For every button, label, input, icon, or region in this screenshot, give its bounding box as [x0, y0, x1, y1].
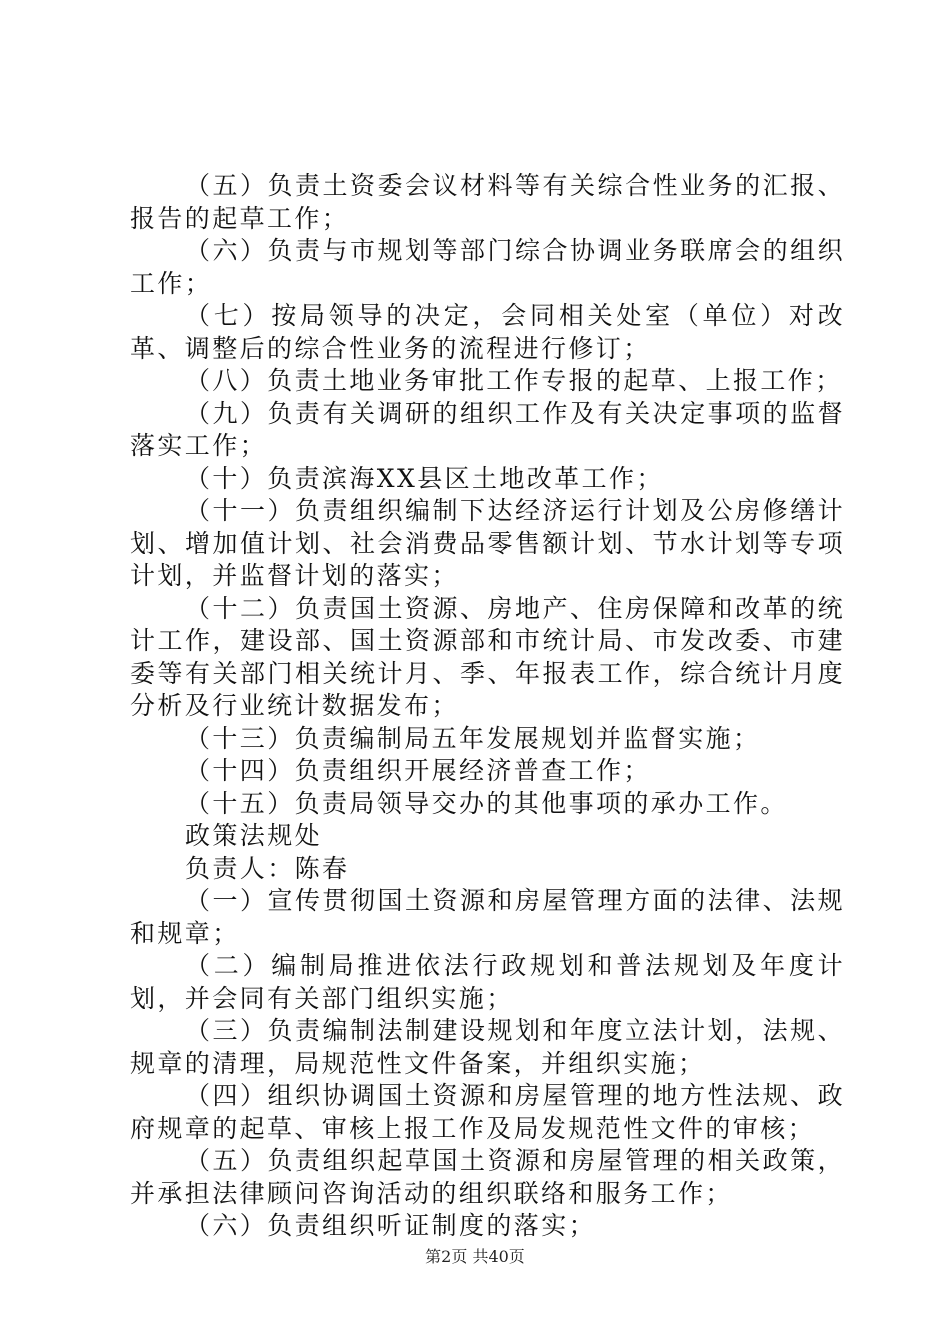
paragraph: （十）负责滨海XX县区土地改革工作；	[185, 463, 664, 493]
page-number-footer: 第2页 共40页	[425, 1247, 525, 1266]
paragraph: （九）负责有关调研的组织工作及有关决定事项的监督落实工作；	[130, 398, 845, 460]
paragraph: （七）按局领导的决定，会同相关处室（单位）对改革、调整后的综合性业务的流程进行修订；	[130, 301, 845, 363]
paragraph: （二）编制局推进依法行政规划和普法规划及年度计划，并会同有关部门组织实施；	[130, 951, 845, 1013]
paragraph: （六）负责组织听证制度的落实；	[185, 1211, 597, 1240]
paragraph: （十一）负责组织编制下达经济运行计划及公房修缮计划、增加值计划、社会消费品零售额计划、节水计划等专项计划，并监督计划的落实；	[130, 496, 845, 590]
paragraph: （十二）负责国土资源、房地产、住房保障和改革的统计工作，建设部、国土资源部和市统计局、市发改委、市建委等有关部门相关统计月、季、年报表工作，综合统计月度分析及行业统计数据发布；	[130, 593, 845, 720]
person-in-charge: 负责人：陈春	[185, 853, 350, 883]
paragraph: （八）负责土地业务审批工作专报的起草、上报工作；	[185, 366, 843, 395]
paragraph: （三）负责编制法制建设规划和年度立法计划，法规、规章的清理，局规范性文件备案，并组织实施；	[130, 1016, 845, 1078]
paragraph: （十五）负责局领导交办的其他事项的承办工作。	[185, 788, 788, 818]
document-body	[130, 170, 845, 1243]
section-heading: 政策法规处	[185, 821, 323, 850]
paragraph: （六）负责与市规划等部门综合协调业务联席会的组织工作；	[130, 236, 845, 298]
paragraph: （一）宣传贯彻国土资源和房屋管理方面的法律、法规和规章；	[130, 886, 845, 948]
paragraph: （五）负责土资委会议材料等有关综合性业务的汇报、报告的起草工作；	[130, 171, 845, 233]
paragraph: （四）组织协调国土资源和房屋管理的地方性法规、政府规章的起草、审核上报工作及局发规范性文件的审核；	[130, 1081, 845, 1143]
paragraph: （十四）负责组织开展经济普查工作；	[185, 756, 651, 785]
paragraph: （十三）负责编制局五年发展规划并监督实施；	[185, 723, 761, 753]
paragraph: （五）负责组织起草国土资源和房屋管理的相关政策，并承担法律顾问咨询活动的组织联络和服务工作；	[130, 1146, 845, 1208]
